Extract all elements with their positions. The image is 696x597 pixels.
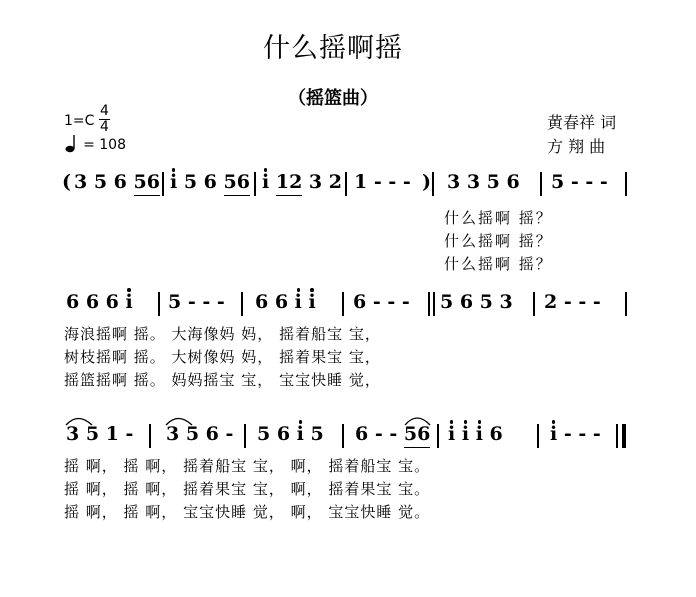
- measure-13: 3 5 1 -: [66, 423, 134, 445]
- measure-8: 5 - - -: [168, 291, 225, 313]
- intro-close-paren: ): [422, 171, 431, 193]
- lyric-verse2-b: 摇 啊， 摇 啊， 摇着果宝 宝， 啊， 摇着果宝 宝。: [64, 480, 431, 498]
- key-signature: 1=C: [64, 113, 95, 129]
- lyric-verse3-b: 摇 啊， 摇 啊， 宝宝快睡 觉， 啊， 宝宝快睡 觉。: [64, 503, 431, 521]
- lyric-verse1-b: 摇 啊， 摇 啊， 摇着船宝 宝， 啊， 摇着船宝 宝。: [64, 457, 431, 475]
- measure-6: 5 - - -: [551, 171, 608, 193]
- lyric-verse1-a: 海浪摇啊 摇。 大海像妈 妈， 摇着船宝 宝，: [64, 325, 381, 343]
- measure-10: 6 - - -: [353, 291, 410, 313]
- measure-11: 5 6 5 3: [440, 291, 513, 313]
- measure-16: 6 - - 56: [355, 423, 430, 445]
- final-barline-thick: [622, 424, 626, 448]
- lyric-intro-3: 什么摇啊 摇？: [444, 255, 553, 273]
- measure-14: 3 5 6 -: [166, 423, 234, 445]
- time-bottom: 4: [100, 119, 109, 135]
- time-top: 4: [100, 103, 109, 119]
- lyric-intro-1: 什么摇啊 摇？: [444, 209, 553, 227]
- measure-5: 3 3 5 6: [447, 171, 520, 193]
- barline: [149, 424, 151, 448]
- intro-open-paren: (: [62, 171, 71, 193]
- barline: [537, 424, 539, 448]
- measure-17: i i i 6: [448, 423, 503, 445]
- measure-2: i 5 6 56: [170, 171, 250, 193]
- measure-4: 1 - - -: [354, 171, 411, 193]
- lyric-intro-2: 什么摇啊 摇？: [444, 232, 553, 250]
- barline: [244, 424, 246, 448]
- tempo-value: = 108: [83, 137, 126, 153]
- lyric-verse3-a: 摇篮摇啊 摇。 妈妈摇宝 宝， 宝宝快睡 觉，: [64, 371, 381, 389]
- measure-1: 3 5 6 56: [74, 171, 160, 193]
- barline: [342, 424, 344, 448]
- measure-3: i 12 3 2: [262, 171, 342, 193]
- song-subtitle: （摇篮曲）: [288, 88, 378, 109]
- measure-18: i - - -: [550, 423, 601, 445]
- measure-9: 6 6 i i: [255, 291, 316, 313]
- lyricist-credit: 黄春祥 词: [547, 113, 617, 132]
- lyric-verse2-a: 树枝摇啊 摇。 大树像妈 妈， 摇着果宝 宝，: [64, 348, 381, 366]
- final-barline-thin: [616, 424, 618, 448]
- barline: [437, 424, 439, 448]
- measure-7: 6 6 6 i: [66, 291, 133, 313]
- song-title: 什么摇啊摇: [263, 33, 403, 64]
- measure-15: 5 6 i 5: [257, 423, 324, 445]
- measure-12: 2 - - -: [544, 291, 601, 313]
- composer-credit: 方 翔 曲: [547, 137, 606, 156]
